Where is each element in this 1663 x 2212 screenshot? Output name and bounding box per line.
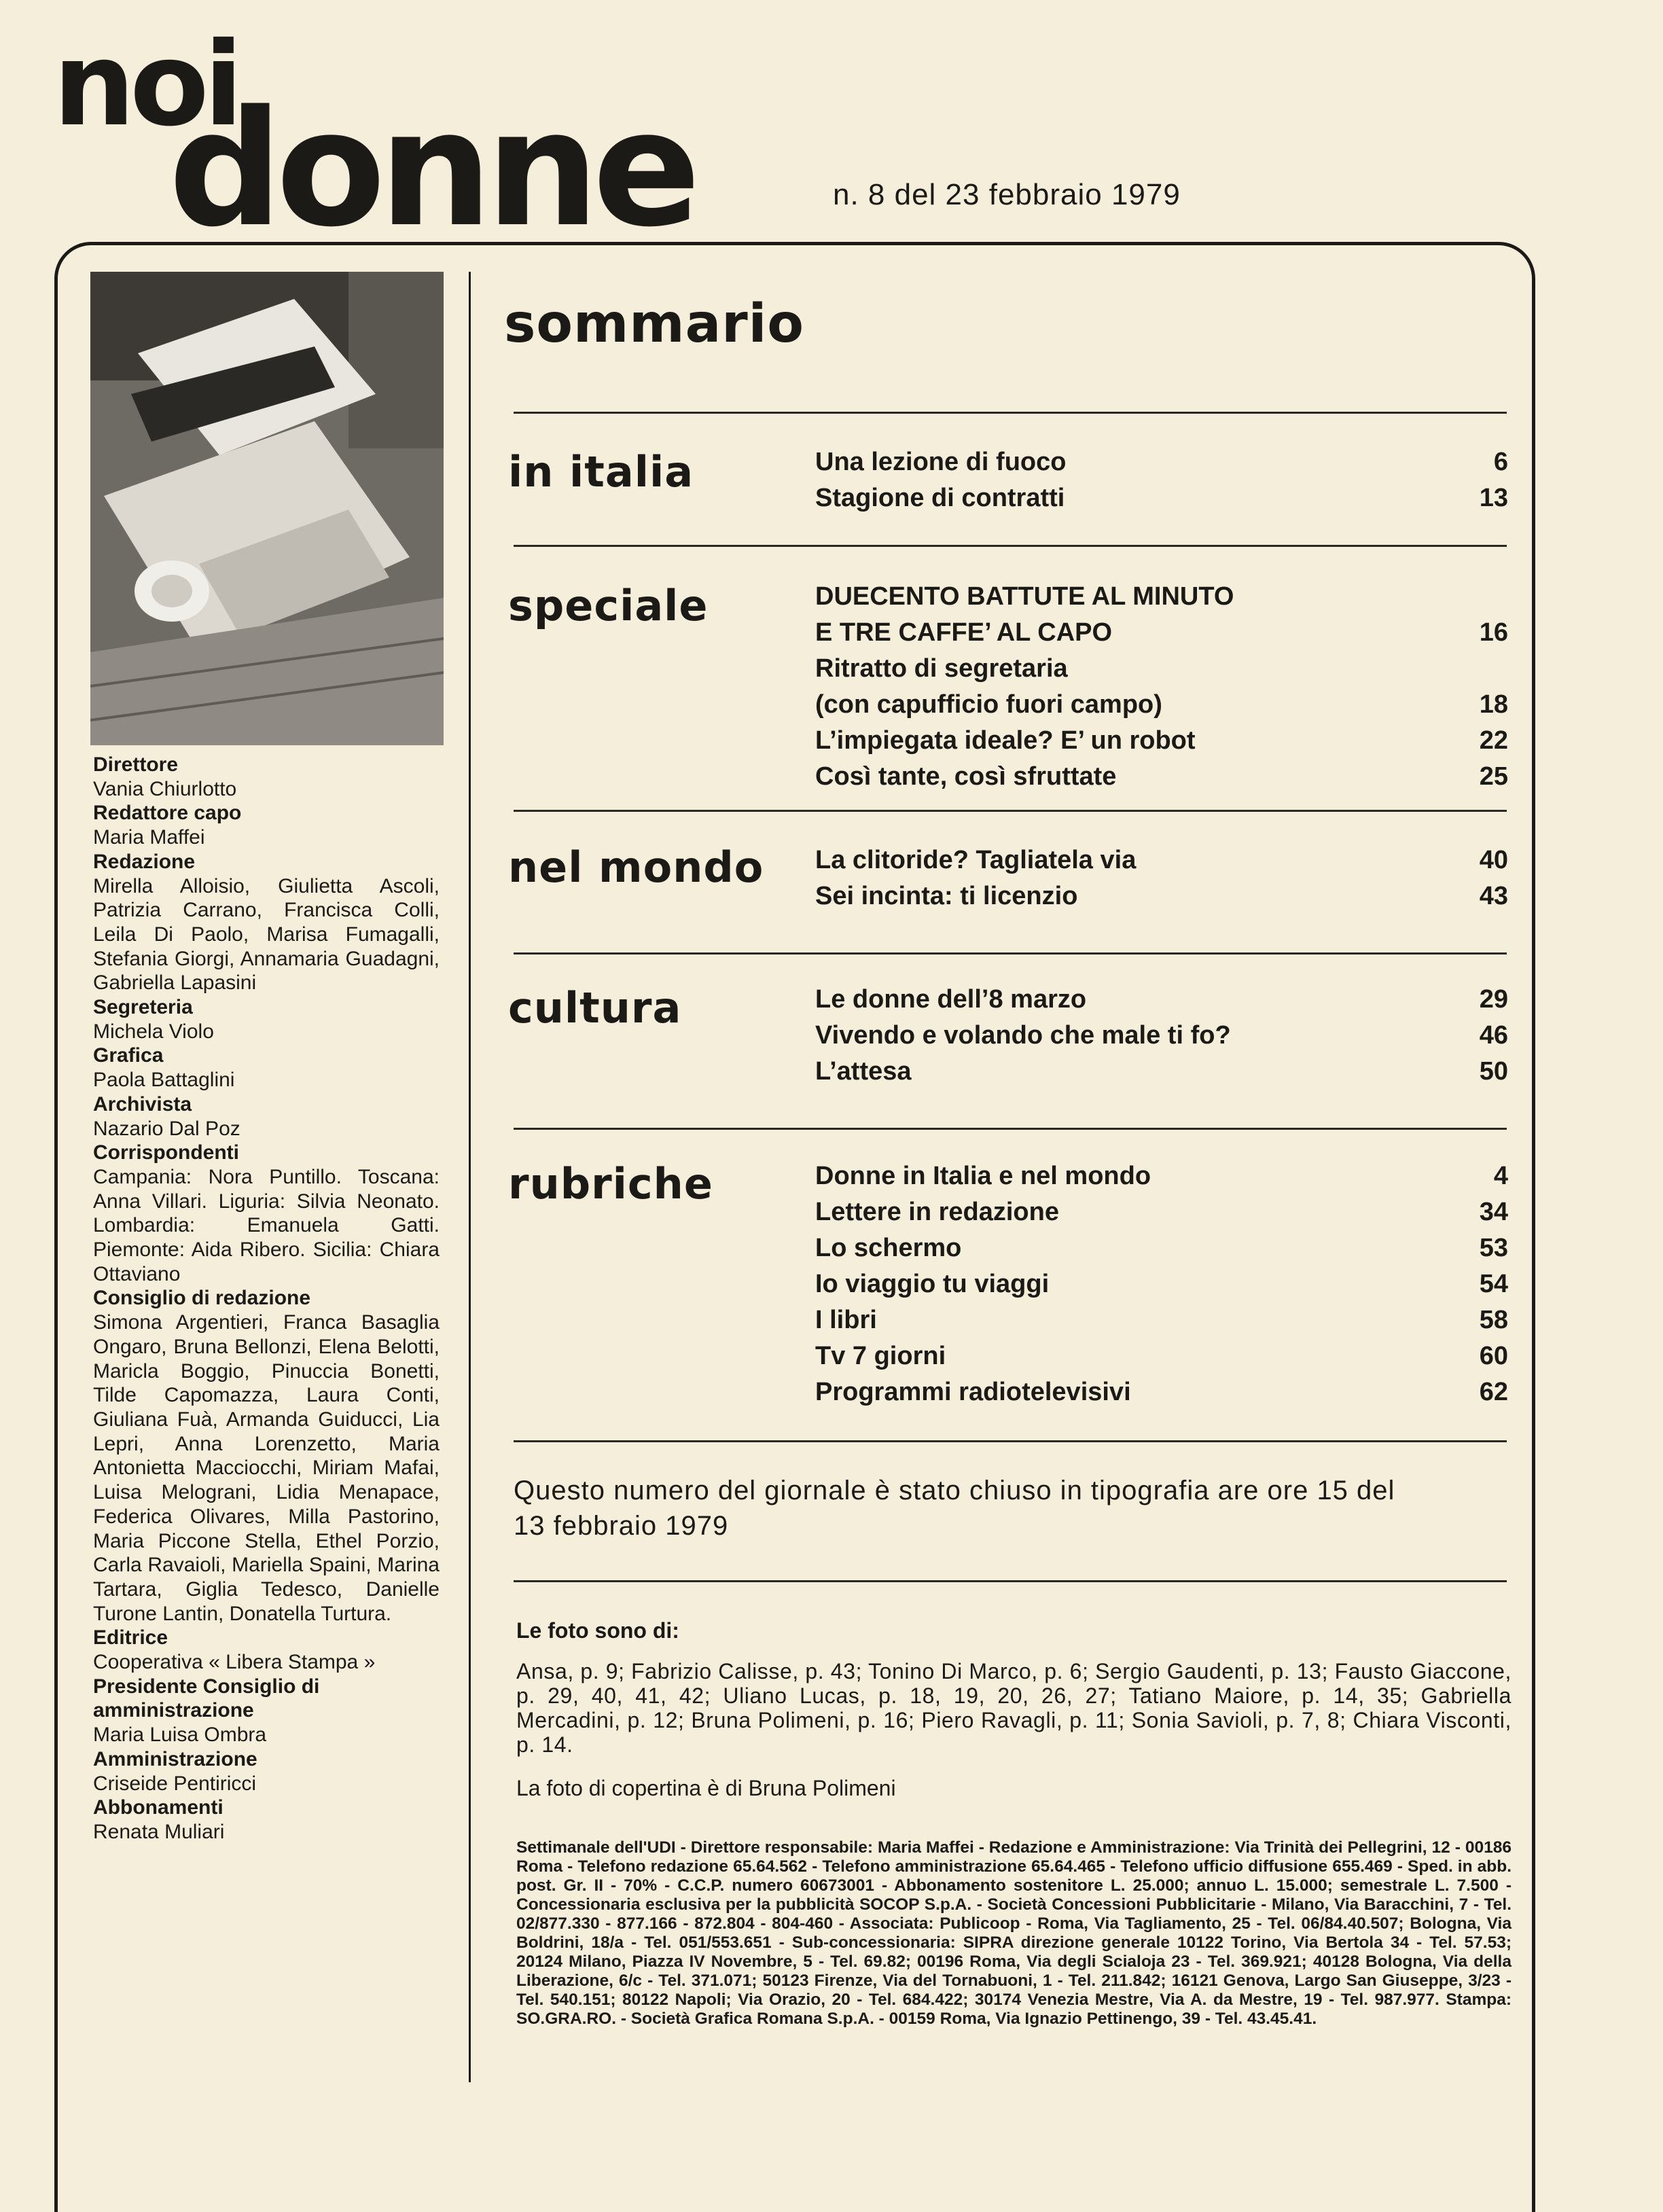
credit-role: Corrispondenti xyxy=(93,1141,239,1164)
credit-role: Direttore xyxy=(93,753,179,776)
photo-credits-body: Ansa, p. 9; Fabrizio Calisse, p. 43; Tonino Di Marco, p. 6; Sergio Gaudenti, p. 13; Fausto Giaccone, p. 29, 40, 41, 42; Uliano Lucas, p. 18, 19, 20, 26, 27; Tatiano Maiore, p. 14, 35; Gabriella Mercadini, p. 12; Bruna Polimeni, p. 16; Piero Ravagli, p. 11; Sonia Savioli, p. 7, 8; Chiara Visconti, p. 14. xyxy=(516,1659,1512,1757)
toc-entry[interactable]: I libri 58 xyxy=(815,1306,1508,1334)
section-entries xyxy=(815,842,1508,914)
credit-correspondents xyxy=(93,1141,440,1286)
toc-entry[interactable]: L’attesa 50 xyxy=(815,1057,1508,1086)
credit-administration xyxy=(93,1747,440,1796)
toc-entry[interactable]: L’impiegata ideale? E’ un robot 22 xyxy=(815,726,1508,755)
credit-names: Paola Battaglini xyxy=(93,1069,235,1092)
credit-role: Redazione xyxy=(93,850,196,873)
toc-entry[interactable]: Tv 7 giorni 60 xyxy=(815,1342,1508,1370)
credit-names: Campania: Nora Puntillo. Toscana: Anna Villari. Liguria: Silvia Neonato. Lombardia: Emanuela Gatti. Piemonte: Aida Ribero. Sicilia: Chiara Ottaviano xyxy=(93,1165,440,1285)
legal-imprint: Settimanale dell'UDI - Direttore responsabile: Maria Maffei - Redazione e Amministrazione: Via Trinità dei Pellegrini, 12 - 00186 Roma - Telefono redazione 65.64.562 - Telefono amministrazione 65.64.465 - Telefono ufficio diffusione 655.469 - Sped. in abb. post. Gr. II - 70% - C.C.P. numero 60673001 - Abbonamento sostenitore L. 25.000; annuo L. 15.000; semestrale L. 7.500 - Concessionaria esclusiva per la pubblicità SOCOP S.p.A. - Società Concessioni Pubblicitarie - Milano, Via Baracchini, 7 - Tel. 02/877.330 - 877.166 - 872.804 - 804-460 - Associata: Publicoop - Roma, Via Tagliamento, 25 - Tel. 06/84.40.507; Bologna, Via Boldrini, 18/a - Tel. 051/553.651 - Sub-concessionaria: SIPRA direzione generale 10122 Torino, Via Bertola 34 - Tel. 57.53; 20124 Milano, Piazza IV Novembre, 5 - Tel. 69.82; 00196 Roma, Via degli Scialoja 23 - Tel. 369.921; 40128 Bologna, Via della Liberazione, 6/c - Tel. 371.071; 50123 Firenze, Via del Tornabuoni, 1 - Tel. 211.842; 16121 Genova, Largo San Giuseppe, 3/23 - Tel. 540.151; 80122 Napoli; Via Orazio, 20 - Tel. 684.422; 30174 Venezia Mestre, Via A. da Mestre, 19 - Tel. 987.977. Stampa: SO.GRA.RO. - Società Grafica Romana S.p.A. - 00159 Roma, Via Ignazio Pettinengo, 39 - Tel. 43.45.41. xyxy=(516,1838,1512,2028)
section-entries xyxy=(815,444,1508,516)
credit-role: Archivista xyxy=(93,1092,192,1116)
credit-names: Simona Argentieri, Franca Basaglia Ongaro, Bruna Bellonzi, Elena Belotti, Maricla Boggio, Pinuccia Bonetti, Tilde Capomazza, Laura Conti, Giuliana Fuà, Armanda Guiducci, Lia Lepri, Anna Lorenzetto, Maria Antonietta Macciocchi, Miriam Mafai, Luisa Melograni, Lidia Menapace, Federica Olivares, Milla Pastorino, Maria Piccone Stella, Ethel Porzio, Carla Ravaioli, Mariella Spaini, Marina Tartara, Giglia Tedesco, Danielle Turone Lantin, Donatella Turtura. xyxy=(93,1311,440,1625)
toc-entry[interactable]: DUECENTO BATTUTE AL MINUTO xyxy=(815,582,1234,611)
section-in-italia: in italia xyxy=(508,447,694,497)
credit-publisher xyxy=(93,1626,440,1674)
credit-names: Michela Violo xyxy=(93,1020,214,1043)
credit-role: Grafica xyxy=(93,1044,164,1067)
credit-role: Presidente Consiglio di amministrazione xyxy=(93,1675,320,1722)
section-entries xyxy=(815,982,1508,1090)
cover-photo xyxy=(90,272,444,745)
closing-note: Questo numero del giornale è stato chiuso in tipografia are ore 15 del 13 febbraio 1979 xyxy=(514,1476,1395,1541)
toc-entry[interactable]: Così tante, così sfruttate 25 xyxy=(815,762,1508,791)
section-entries xyxy=(815,1158,1508,1410)
credit-role: Segreteria xyxy=(93,996,193,1019)
credit-secretariat xyxy=(93,995,440,1043)
divider xyxy=(514,545,1507,547)
toc-entry[interactable]: Lo schermo 53 xyxy=(815,1234,1508,1262)
credit-names: Maria Luisa Ombra xyxy=(93,1724,267,1747)
credit-graphics xyxy=(93,1043,440,1092)
toc-entry[interactable]: Le donne dell’8 marzo 29 xyxy=(815,985,1508,1014)
issue-date: n. 8 del 23 febbraio 1979 xyxy=(833,178,1181,211)
photo-credits-heading: Le foto sono di: xyxy=(516,1618,679,1643)
toc-entry[interactable]: Lettere in redazione 34 xyxy=(815,1198,1508,1226)
section-nel-mondo: nel mondo xyxy=(508,842,764,892)
credit-board xyxy=(93,1286,440,1626)
credit-role: Consiglio di redazione xyxy=(93,1287,311,1310)
toc-entry[interactable]: Sei incinta: ti licenzio 43 xyxy=(815,882,1508,910)
credit-role: Amministrazione xyxy=(93,1747,257,1770)
credit-names: Maria Maffei xyxy=(93,826,205,849)
credit-chief-editor xyxy=(93,801,440,849)
cover-credit: La foto di copertina è di Bruna Polimeni xyxy=(516,1776,896,1800)
divider xyxy=(514,1440,1507,1442)
credit-names: Cooperativa « Libera Stampa » xyxy=(93,1651,376,1674)
toc-entry[interactable]: Programmi radiotelevisivi 62 xyxy=(815,1378,1508,1406)
divider xyxy=(514,1580,1507,1582)
column-divider xyxy=(469,272,471,2082)
toc-entry[interactable]: (con capufficio fuori campo) 18 xyxy=(815,690,1508,719)
credit-names: Mirella Alloisio, Giulietta Ascoli, Patrizia Carrano, Francisca Colli, Leila Di Paolo, Marisa Fumagalli, Stefania Giorgi, Annamaria Guadagni, Gabriella Lapasini xyxy=(93,874,440,995)
section-speciale: speciale xyxy=(508,581,709,630)
section-rubriche: rubriche xyxy=(508,1159,713,1209)
logo-donne: donne xyxy=(168,77,694,262)
section-entries xyxy=(815,579,1508,795)
toc-entry[interactable]: Vivendo e volando che male ti fo? 46 xyxy=(815,1021,1508,1050)
section-cultura: cultura xyxy=(508,983,682,1033)
divider xyxy=(514,810,1507,812)
staff-credits xyxy=(93,753,440,1844)
toc-entry[interactable]: Io viaggio tu viaggi 54 xyxy=(815,1270,1508,1298)
credit-role: Redattore capo xyxy=(93,802,242,825)
credit-archivist xyxy=(93,1092,440,1141)
credit-names: Criseide Pentiricci xyxy=(93,1772,257,1795)
divider xyxy=(514,412,1507,414)
toc-entry[interactable]: E TRE CAFFE’ AL CAPO 16 xyxy=(815,618,1508,647)
divider xyxy=(514,1128,1507,1130)
divider xyxy=(514,952,1507,955)
logo-noi: noi xyxy=(53,18,238,152)
typewriter-photo-illustration xyxy=(90,272,444,745)
credit-role: Editrice xyxy=(93,1626,168,1649)
credit-president xyxy=(93,1675,440,1747)
credit-names: Renata Muliari xyxy=(93,1820,225,1843)
toc-entry[interactable]: La clitoride? Tagliatela via 40 xyxy=(815,846,1508,874)
toc-entry[interactable]: Stagione di contratti 13 xyxy=(815,484,1508,512)
toc-entry[interactable]: Ritratto di segretaria xyxy=(815,654,1068,683)
credit-director xyxy=(93,753,440,801)
toc-entry[interactable]: Una lezione di fuoco 6 xyxy=(815,448,1508,476)
contents-title: sommario xyxy=(504,293,804,355)
credit-names: Nazario Dal Poz xyxy=(93,1117,240,1140)
credit-subscriptions xyxy=(93,1796,440,1844)
credit-editorial-staff xyxy=(93,850,440,995)
credit-names: Vania Chiurlotto xyxy=(93,777,237,800)
toc-entry[interactable]: Donne in Italia e nel mondo 4 xyxy=(815,1162,1508,1190)
credit-role: Abbonamenti xyxy=(93,1796,223,1819)
